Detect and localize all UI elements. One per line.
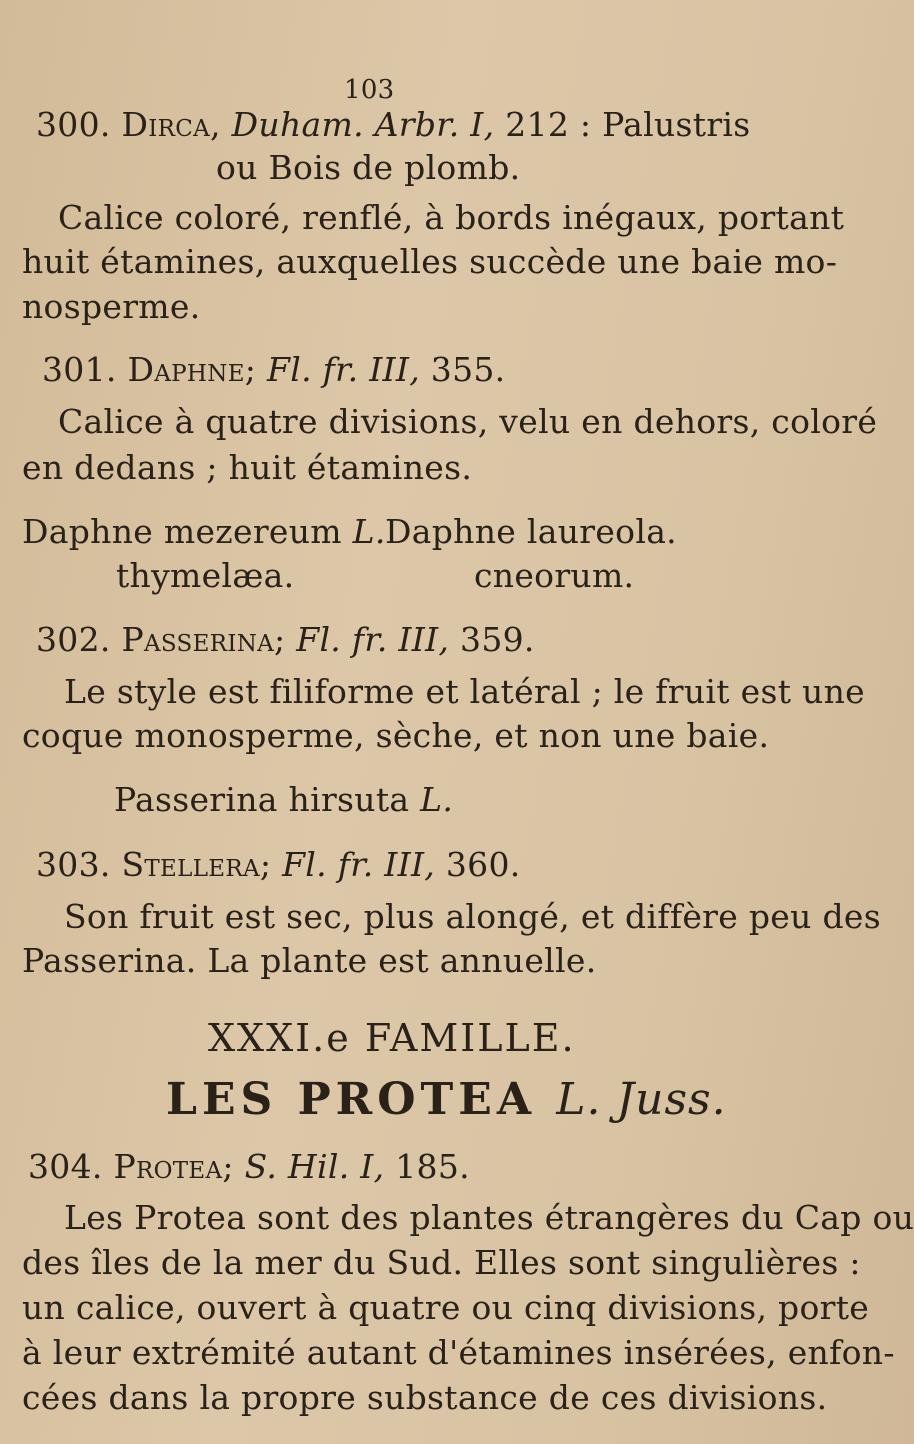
reference-rest: 355. (430, 350, 506, 389)
family-heading: XXXI.e FAMILLE. (208, 1016, 576, 1060)
genus-name: Dirca, (121, 105, 221, 144)
reference-rest: 212 : Palustris (505, 105, 751, 144)
entry-302-heading (36, 620, 535, 660)
species-item: thymelæa. (116, 556, 295, 595)
entry-304-desc-line: un calice, ouvert à quatre ou cinq divisions, porte (22, 1288, 870, 1327)
entry-number: 301. (42, 350, 117, 389)
entry-number: 302. (36, 620, 111, 659)
species-item: cneorum. (474, 556, 635, 595)
reference: Fl. fr. III, (267, 350, 420, 389)
entry-304-heading (28, 1147, 470, 1187)
entry-304-desc-line: Les Protea sont des plantes étrangères du Cap ou (64, 1198, 914, 1237)
entry-304-desc-line: à leur extrémité autant d'étamines insérées, enfon- (22, 1333, 895, 1372)
genus-name: Daphne; (127, 350, 257, 389)
entry-300-desc-line: nosperme. (22, 287, 201, 326)
entry-304-desc-line: cées dans la propre substance de ces divisions. (22, 1378, 828, 1417)
entry-300-heading (36, 105, 750, 145)
entry-301-desc-line: en dedans ; huit étamines. (22, 448, 473, 487)
entry-302-desc-line: Le style est filiforme et latéral ; le fruit est une (64, 672, 865, 711)
genus-name: Stellera; (121, 845, 272, 884)
species-item: Daphne laureola. (385, 512, 677, 551)
genus-name: Protea; (113, 1147, 234, 1186)
reference: Fl. fr. III, (282, 845, 436, 884)
reference-rest: 185. (395, 1147, 470, 1186)
entry-301-desc-line: Calice à quatre divisions, velu en dehors, coloré (58, 402, 878, 441)
species-item: Passerina hirsuta L. (114, 780, 454, 819)
entry-number: 304. (28, 1147, 103, 1186)
reference-rest: 359. (460, 620, 535, 659)
genus-name: Passerina; (121, 620, 286, 659)
page-number: 103 (344, 75, 395, 105)
entry-300-desc-line: huit étamines, auxquelles succède une baie mo- (22, 242, 838, 281)
entry-number: 300. (36, 105, 111, 144)
entry-303-desc-line: Son fruit est sec, plus alongé, et diffère peu des (64, 897, 881, 936)
entry-number: 303. (36, 845, 111, 884)
entry-300-desc-line: Calice coloré, renflé, à bords inégaux, portant (58, 198, 845, 237)
family-name: LES PROTEA L. Juss. (166, 1074, 727, 1125)
entry-303-heading (36, 845, 521, 885)
reference-rest: 360. (445, 845, 521, 884)
entry-303-desc-line: Passerina. La plante est annuelle. (22, 941, 597, 980)
reference: Duham. Arbr. I, (231, 105, 495, 144)
entry-301-heading (42, 350, 505, 390)
species-item: Daphne mezereum L. (22, 512, 386, 551)
entry-304-desc-line: des îles de la mer du Sud. Elles sont singulières : (22, 1243, 861, 1282)
entry-300-common-name: ou Bois de plomb. (216, 148, 521, 187)
reference: Fl. fr. III, (296, 620, 450, 659)
entry-302-desc-line: coque monosperme, sèche, et non une baie. (22, 716, 770, 755)
reference: S. Hil. I, (244, 1147, 385, 1186)
